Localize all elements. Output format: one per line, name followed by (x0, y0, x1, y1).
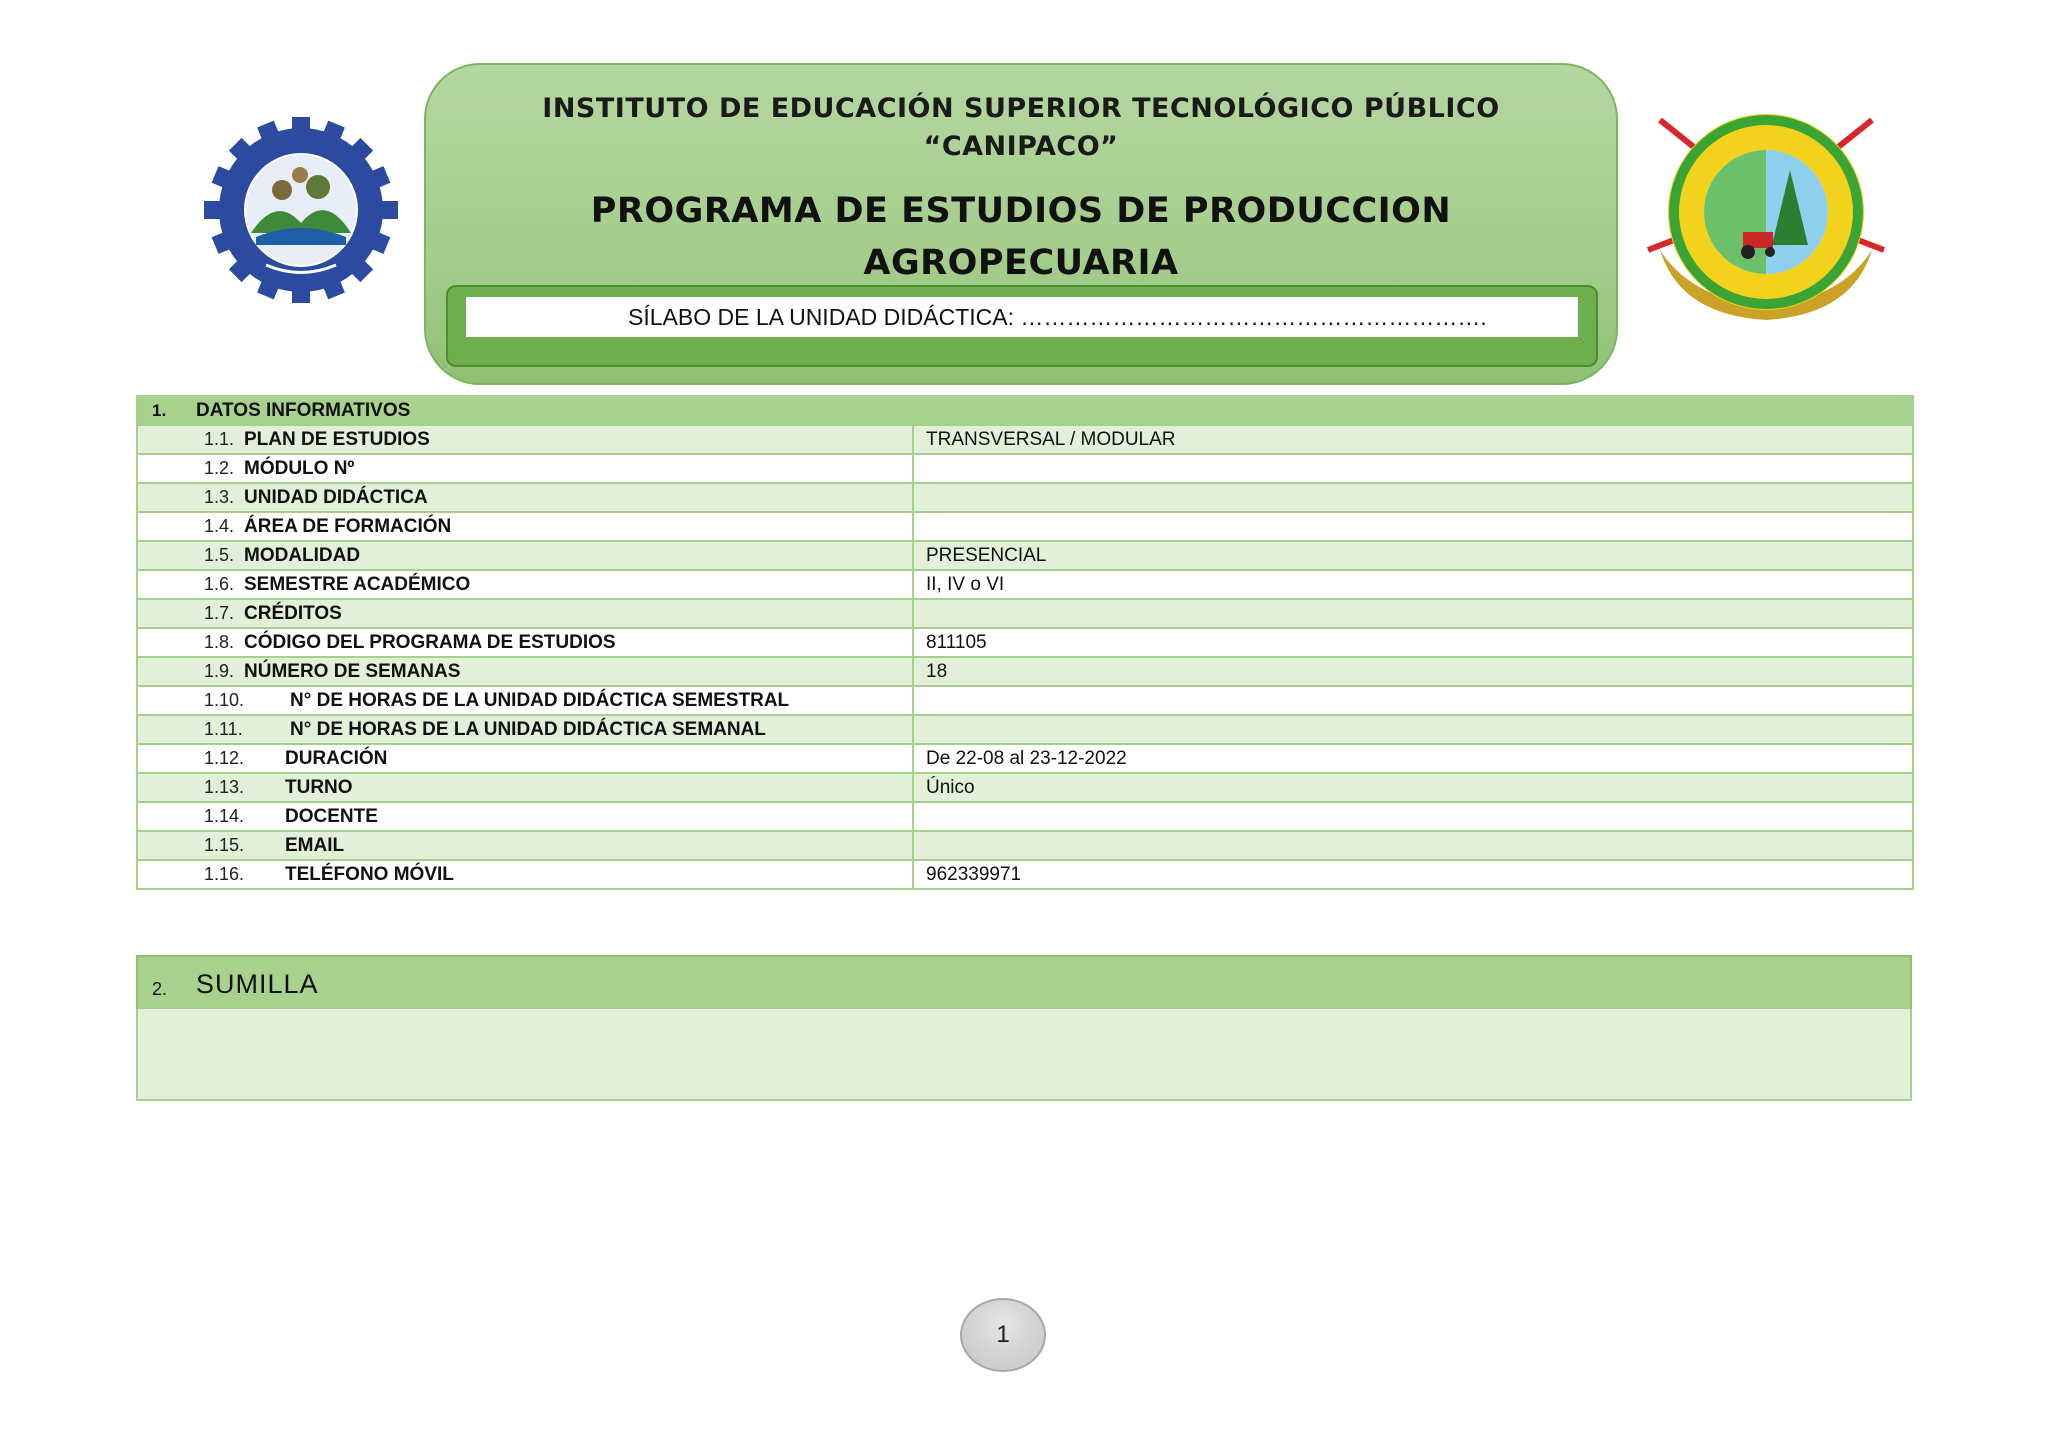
row-label: PLAN DE ESTUDIOS (244, 428, 430, 450)
table-row (137, 599, 1913, 628)
table-row (137, 483, 1913, 512)
row-value: PRESENCIAL (913, 541, 1913, 570)
table-row (137, 628, 1913, 657)
row-label: N° DE HORAS DE LA UNIDAD DIDÁCTICA SEMESTRAL (290, 689, 790, 711)
row-number: 1.12. (204, 747, 245, 768)
table-row (137, 831, 1913, 860)
row-number: 1.2. (204, 457, 235, 478)
datos-informativos-table (136, 395, 1914, 890)
row-value: 811105 (913, 628, 1913, 657)
row-label: TELÉFONO MÓVIL (285, 863, 454, 885)
section-number: 1. (152, 400, 167, 420)
row-value (913, 715, 1913, 744)
table-row (137, 686, 1913, 715)
row-value (913, 802, 1913, 831)
row-label: UNIDAD DIDÁCTICA (244, 486, 428, 508)
row-value (913, 454, 1913, 483)
row-number: 1.6. (204, 573, 235, 594)
row-value (913, 483, 1913, 512)
row-value (913, 512, 1913, 541)
table-row (137, 454, 1913, 483)
table-row (137, 773, 1913, 802)
header-banner (424, 63, 1618, 385)
row-number: 1.3. (204, 486, 235, 507)
sumilla-body (136, 1009, 1912, 1101)
row-value: De 22-08 al 23-12-2022 (913, 744, 1913, 773)
row-value: 18 (913, 657, 1913, 686)
row-number: 1.9. (204, 660, 235, 681)
row-label: MODALIDAD (244, 544, 361, 566)
row-number: 1.7. (204, 602, 235, 623)
row-number: 1.8. (204, 631, 235, 652)
row-label: CÓDIGO DEL PROGRAMA DE ESTUDIOS (244, 631, 616, 653)
row-value (913, 831, 1913, 860)
table-row (137, 715, 1913, 744)
gear-seal-icon (196, 115, 406, 305)
row-label: MÓDULO Nº (244, 457, 355, 479)
row-label: EMAIL (285, 834, 345, 856)
row-number: 1.11. (204, 718, 243, 739)
row-label: DOCENTE (285, 805, 378, 827)
row-label: ÁREA DE FORMACIÓN (244, 515, 452, 537)
row-value: II, IV o VI (913, 570, 1913, 599)
institution-short-name: “CANIPACO” (923, 131, 1119, 162)
row-label: SEMESTRE ACADÉMICO (244, 573, 471, 595)
table-row (137, 744, 1913, 773)
institution-name: INSTITUTO DE EDUCACIÓN SUPERIOR TECNOLÓGICO PÚBLICO (542, 93, 1500, 124)
institute-seal-logo (196, 115, 406, 305)
section-title: DATOS INFORMATIVOS (196, 399, 411, 421)
silabo-label: SÍLABO DE LA UNIDAD DIDÁCTICA: ……………………………………………………. (466, 297, 1578, 337)
program-title-line1: PROGRAMA DE ESTUDIOS DE PRODUCCION (590, 191, 1452, 231)
row-number: 1.15. (204, 834, 245, 855)
row-label: CRÉDITOS (244, 602, 342, 624)
row-value: 962339971 (913, 860, 1913, 889)
row-label: NÚMERO DE SEMANAS (244, 660, 461, 682)
section-number: 2. (152, 979, 168, 999)
row-number: 1.10. (204, 689, 245, 710)
table-row (137, 425, 1913, 454)
table-row (137, 802, 1913, 831)
row-number: 1.1. (204, 428, 235, 449)
table-row (137, 512, 1913, 541)
agro-seal-icon (1640, 100, 1892, 325)
row-label: TURNO (285, 776, 353, 798)
table-row (137, 657, 1913, 686)
section-title: SUMILLA (196, 969, 319, 999)
row-value (913, 686, 1913, 715)
row-number: 1.13. (204, 776, 245, 797)
table-row (137, 541, 1913, 570)
row-value (913, 599, 1913, 628)
row-value: Único (913, 773, 1913, 802)
table-row (137, 860, 1913, 889)
row-value: TRANSVERSAL / MODULAR (913, 425, 1913, 454)
table-row (137, 570, 1913, 599)
sumilla-header (136, 955, 1912, 1011)
row-label: DURACIÓN (285, 747, 388, 769)
row-number: 1.5. (204, 544, 235, 565)
row-number: 1.16. (204, 863, 245, 884)
section-header-row (137, 396, 1913, 425)
row-number: 1.4. (204, 515, 235, 536)
silabo-box (446, 285, 1598, 367)
program-title-line2: AGROPECUARIA (863, 243, 1179, 283)
row-number: 1.14. (204, 805, 245, 826)
program-seal-logo (1640, 100, 1892, 325)
page-number: 1 (960, 1298, 1046, 1372)
row-label: N° DE HORAS DE LA UNIDAD DIDÁCTICA SEMANAL (290, 718, 766, 740)
